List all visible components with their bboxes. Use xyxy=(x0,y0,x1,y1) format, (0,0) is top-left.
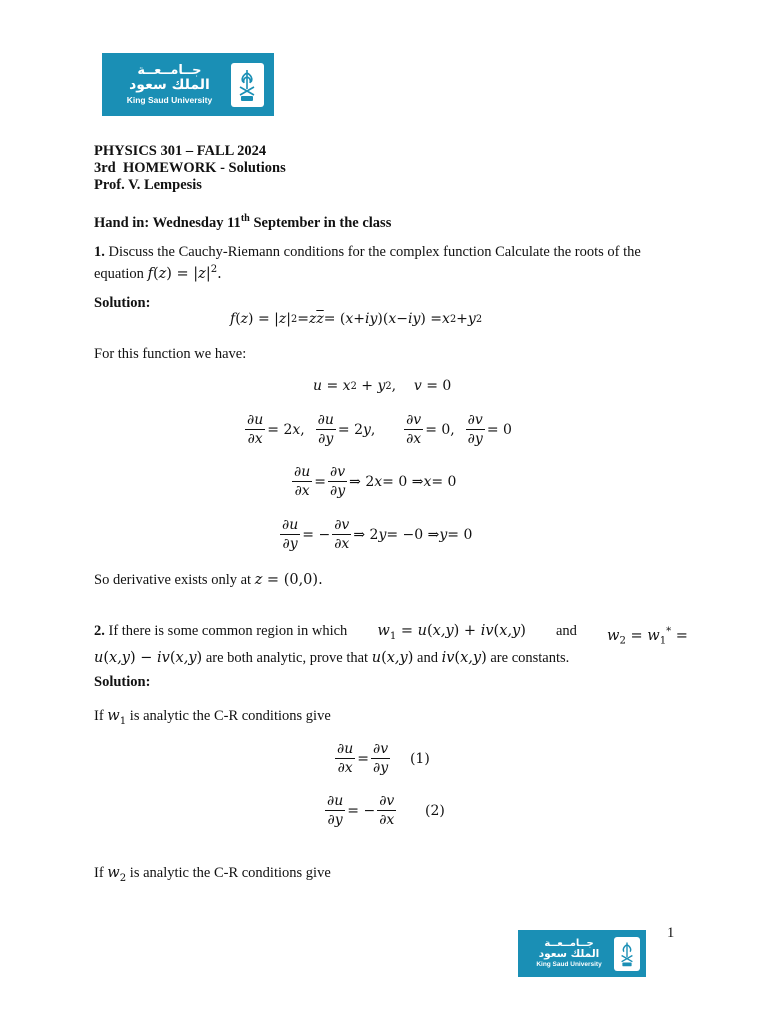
problem-1-have-text: For this function we have: xyxy=(94,346,247,362)
university-logo xyxy=(102,53,274,116)
if-w1-a: If xyxy=(94,708,104,724)
problem-1-so-text: So derivative exists only at xyxy=(94,572,252,588)
equation-fz: f ( z ) = | z | 2 = z $\overline{z}$ = ( x + iy )( x − iy ) = x 2 + y 2 xyxy=(230,311,483,327)
logo-arabic-line2: الملك سعود xyxy=(129,76,210,93)
equation-u-v: u = x 2 + y 2 , v = 0 xyxy=(313,378,452,394)
problem-1-solution-label: Solution: xyxy=(94,295,151,311)
equation-partials: $\frac{\partial u}{\partial x}$ = 2 x , $\frac{\partial u}{\partial y}$ = 2 y , $\frac{\partial v}{\partial x}$ = 0, $\frac{\partial v}{\partial y}$ = 0 xyxy=(247,412,512,447)
equation-1: $\frac{\partial u}{\partial x}$ = $\frac{\partial v}{\partial y}$ (1) xyxy=(337,741,430,776)
hand-in-sup: th xyxy=(240,213,250,224)
problem-2-number: 2. xyxy=(94,623,105,639)
problem-2-if-w2: If $w_2$ is analytic the C-R conditions give xyxy=(94,865,331,884)
problem-1-equation: f xyxy=(147,265,153,282)
equation-1-tag: (1) xyxy=(409,750,430,767)
university-seal-icon xyxy=(231,63,264,107)
problem-1-conclusion: So derivative exists only at z = (0,0). xyxy=(94,572,323,588)
footer-logo-arabic-line2: الملك سعود xyxy=(538,948,600,961)
equation-2: $\frac{\partial u}{\partial y}$ = − $\frac{\partial v}{\partial x}$ (2) xyxy=(327,793,445,828)
problem-2-text-c: are constants. xyxy=(490,649,570,666)
homework-rest: HOMEWORK - Solutions xyxy=(123,160,286,176)
if-w1-b: is analytic the C-R conditions give xyxy=(129,708,331,724)
homework-prefix: 3rd xyxy=(94,160,116,176)
equation-cr1: $\frac{\partial u}{\partial x}$ = $\frac{\partial v}{\partial y}$ ⇒ 2 x = 0 ⇒ x = 0 xyxy=(294,464,457,499)
problem-1-number: 1. xyxy=(94,244,105,260)
problem-2-and: and xyxy=(555,623,577,639)
university-logo-footer xyxy=(518,930,646,977)
problem-2-text-b: are both analytic, prove that xyxy=(205,649,369,666)
problem-2-if-w1: If $w_1$ is analytic the C-R conditions give xyxy=(94,708,331,727)
homework-title xyxy=(94,160,286,177)
hand-in-prefix: Hand in: Wednesday 11 xyxy=(94,214,241,231)
professor-name: Prof. V. Lempesis xyxy=(94,177,202,193)
if-w2-a: If xyxy=(94,865,104,881)
problem-1-statement-2: equation xyxy=(94,265,144,282)
logo-arabic-line1: جــامــعــة xyxy=(137,63,202,79)
course-title: PHYSICS 301 – FALL 2024 xyxy=(94,143,267,159)
page-number: 1 xyxy=(667,925,675,941)
footer-logo-english-name: King Saud University xyxy=(536,961,602,969)
logo-english-name: King Saud University xyxy=(126,94,213,105)
problem-1-statement: Discuss the Cauchy-Riemann conditions for the complex function Calculate the roots of the xyxy=(104,244,641,260)
footer-logo-arabic-line1: جــامــعــة xyxy=(544,937,594,949)
footer-seal-icon xyxy=(614,937,640,971)
equation-2-tag: (2) xyxy=(425,802,445,819)
problem-2-text: 2. If there is some common region in which $w_1 = u(x,y) + iv(x,y)$ and $w_2 = w_1^*$ = u(x,y) − iv(x,y) are both analytic, prove that u(x,y) and iv(x,y) are constants. xyxy=(94,623,688,666)
hand-in-line xyxy=(94,210,391,232)
hand-in-suffix: September in the class xyxy=(249,214,392,231)
problem-2-solution-label: Solution: xyxy=(94,674,151,690)
equation-cr2: $\frac{\partial u}{\partial y}$ = − $\frac{\partial v}{\partial x}$ ⇒ 2 y = −0 ⇒ y = 0 xyxy=(282,517,473,552)
problem-1-text: 1. Discuss the Cauchy-Riemann conditions for the complex function Calculate the roots of the equation $f(z) = |z|^2$. xyxy=(94,244,641,282)
problem-2-text-a: If there is some common region in which xyxy=(104,623,348,639)
problem-2-and-2: and xyxy=(417,649,438,666)
if-w2-b: is analytic the C-R conditions give xyxy=(129,865,331,881)
